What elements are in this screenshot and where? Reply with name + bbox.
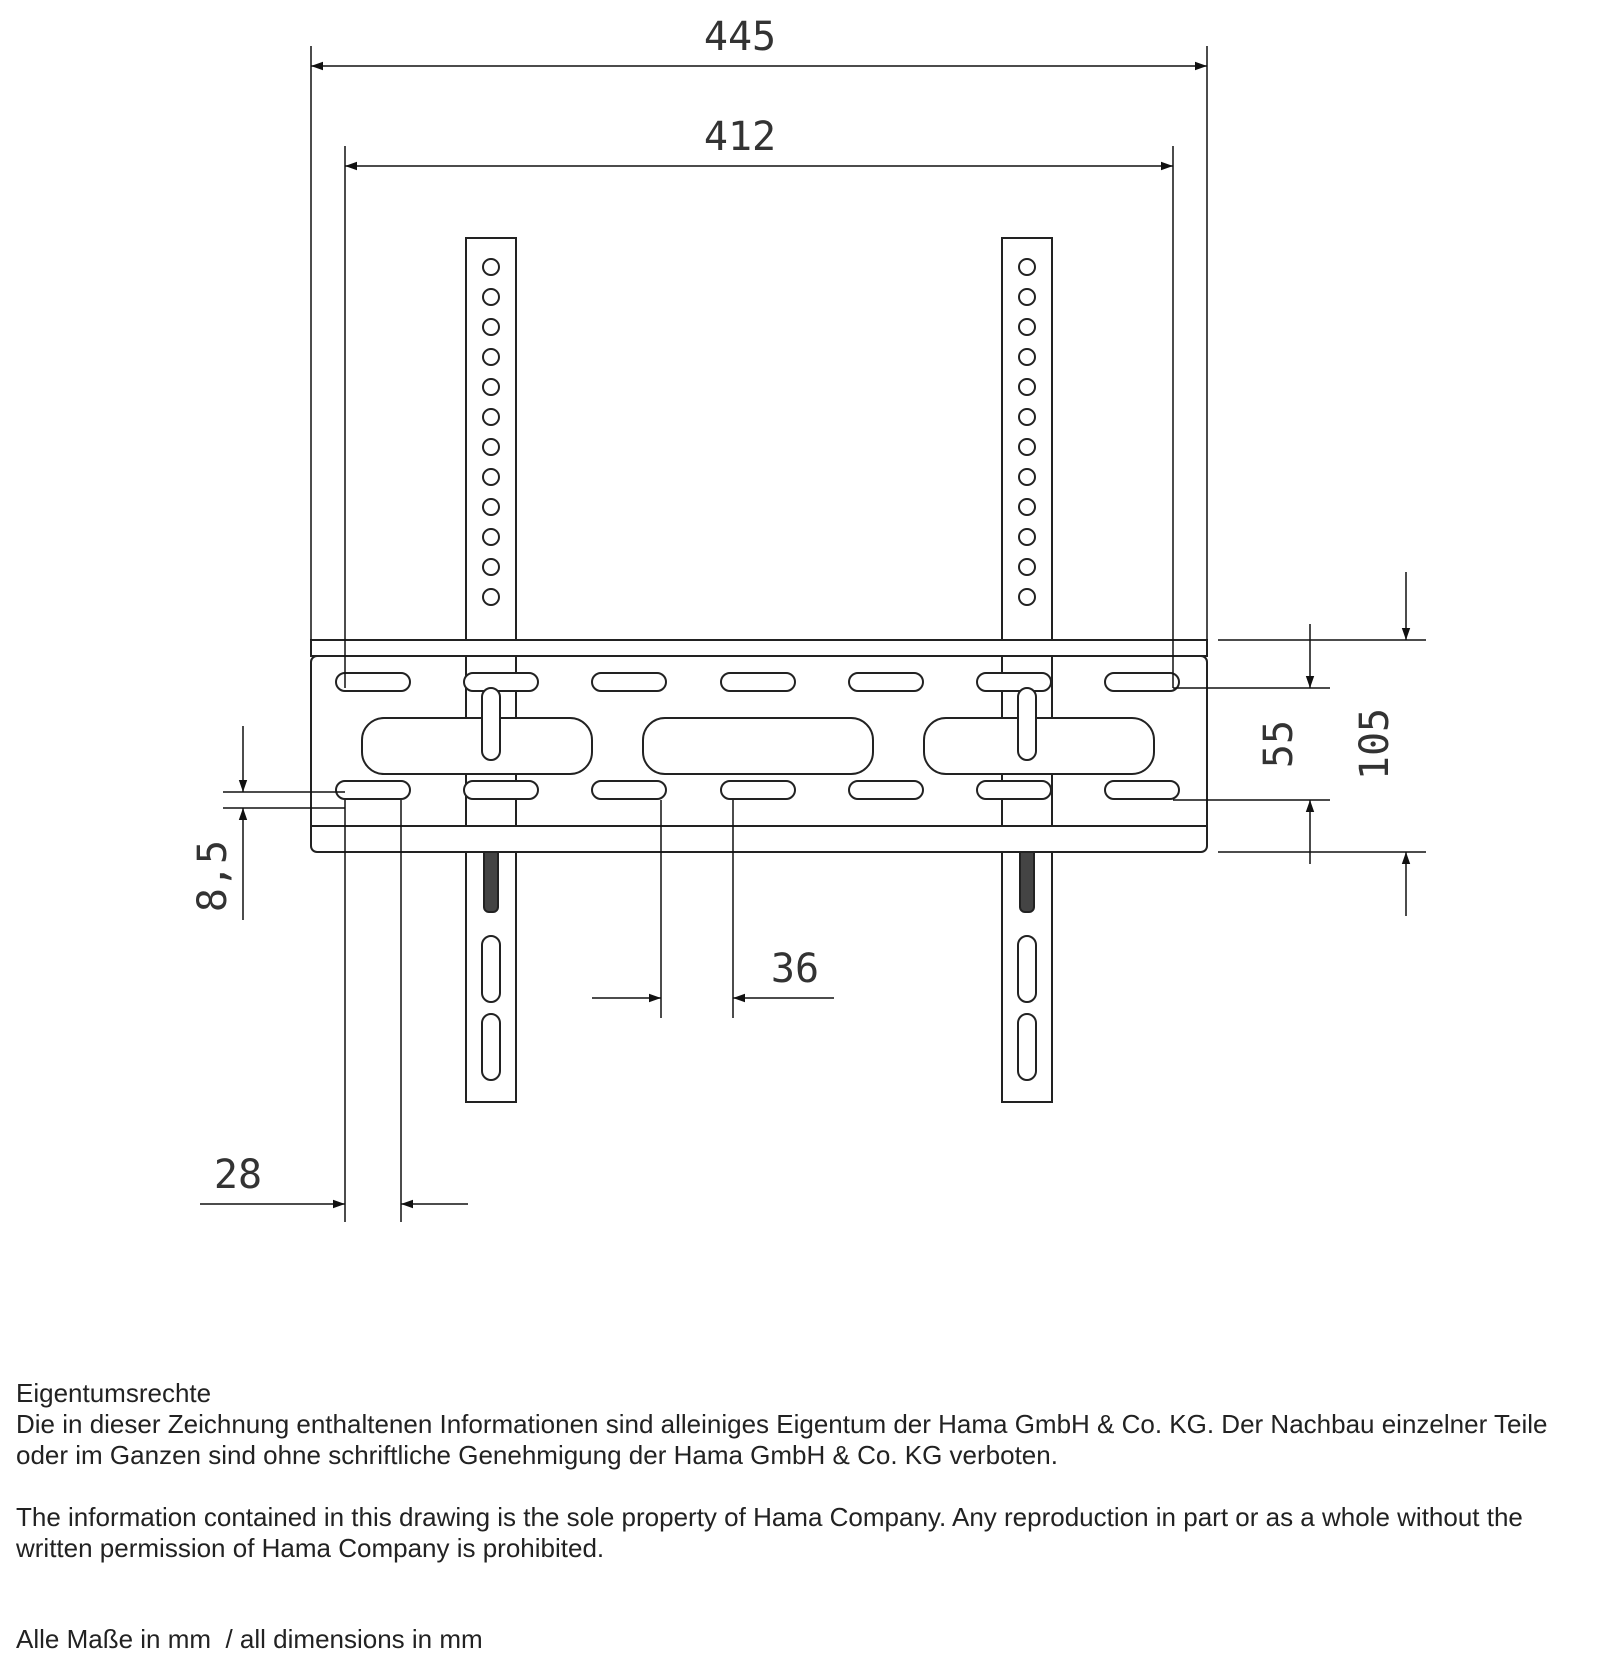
plate-cutout-center <box>643 718 873 774</box>
plate-slot <box>721 781 795 799</box>
notes-german: Die in dieser Zeichnung enthaltenen Informationen sind alleiniges Eigentum der Hama GmbH & Co. KG. Der Nachbau einzelner Teile oder im Ganzen sind ohne schriftliche Genehmigung der Hama GmbH & Co. KG verboten. <box>16 1409 1548 1470</box>
mounting-hole <box>1019 379 1035 395</box>
mounting-hole <box>1019 349 1035 365</box>
mounting-hole <box>483 409 499 425</box>
plate-slot <box>464 673 538 691</box>
plate-slot <box>849 673 923 691</box>
plate-slot <box>721 673 795 691</box>
mounting-hole <box>483 289 499 305</box>
plate-slot <box>592 781 666 799</box>
plate-slot <box>977 673 1051 691</box>
mounting-hole <box>1019 469 1035 485</box>
mounting-hole <box>483 259 499 275</box>
dimension-445: 445 <box>703 14 777 60</box>
mounting-hole <box>1019 319 1035 335</box>
mounting-hole <box>1019 259 1035 275</box>
dimension-36: 36 <box>770 946 820 992</box>
dimension-105: 105 <box>1352 707 1398 781</box>
mounting-hole <box>1019 559 1035 575</box>
lower-slot <box>482 936 500 1002</box>
mounting-hole <box>1019 589 1035 605</box>
plate-slot <box>592 673 666 691</box>
plate-slot <box>1105 781 1179 799</box>
notes-block <box>16 1378 1586 1654</box>
mounting-hole <box>483 349 499 365</box>
lower-slot <box>1018 936 1036 1002</box>
mounting-hole <box>1019 409 1035 425</box>
dimension-8-5: 8,5 <box>190 839 236 913</box>
mounting-hole <box>1019 289 1035 305</box>
bracket-holes-left <box>483 259 499 605</box>
dimension-412: 412 <box>703 114 777 160</box>
units-note: Alle Maße in mm / all dimensions in mm <box>16 1624 483 1654</box>
plate-slot <box>336 781 410 799</box>
bracket-holes-right <box>1019 259 1035 605</box>
notes-english: The information contained in this drawing is the sole property of Hama Company. Any reproduction in part or as a whole without the written permission of Hama Company is prohibited. <box>16 1502 1523 1563</box>
mounting-hole <box>483 589 499 605</box>
plate-slot <box>1105 673 1179 691</box>
mounting-hole <box>1019 439 1035 455</box>
mounting-hole <box>483 529 499 545</box>
mounting-hole <box>1019 499 1035 515</box>
plate-slot <box>977 781 1051 799</box>
plate-slot <box>336 673 410 691</box>
mounting-hole <box>483 469 499 485</box>
dimension-55: 55 <box>1256 719 1302 769</box>
notes-title: Eigentumsrechte <box>16 1378 212 1408</box>
mounting-hole <box>483 439 499 455</box>
plate-cutout-left <box>362 718 592 774</box>
mounting-hole <box>1019 529 1035 545</box>
lower-slot <box>482 1014 500 1080</box>
mounting-hole <box>483 379 499 395</box>
mounting-hole <box>483 499 499 515</box>
mounting-hole <box>483 559 499 575</box>
mounting-hole <box>483 319 499 335</box>
plate-slot <box>464 781 538 799</box>
lower-slot <box>1018 1014 1036 1080</box>
dimension-28: 28 <box>213 1152 263 1198</box>
plate-cutout-right <box>924 718 1154 774</box>
dimension-lines <box>200 46 1426 1222</box>
plate-slot <box>849 781 923 799</box>
